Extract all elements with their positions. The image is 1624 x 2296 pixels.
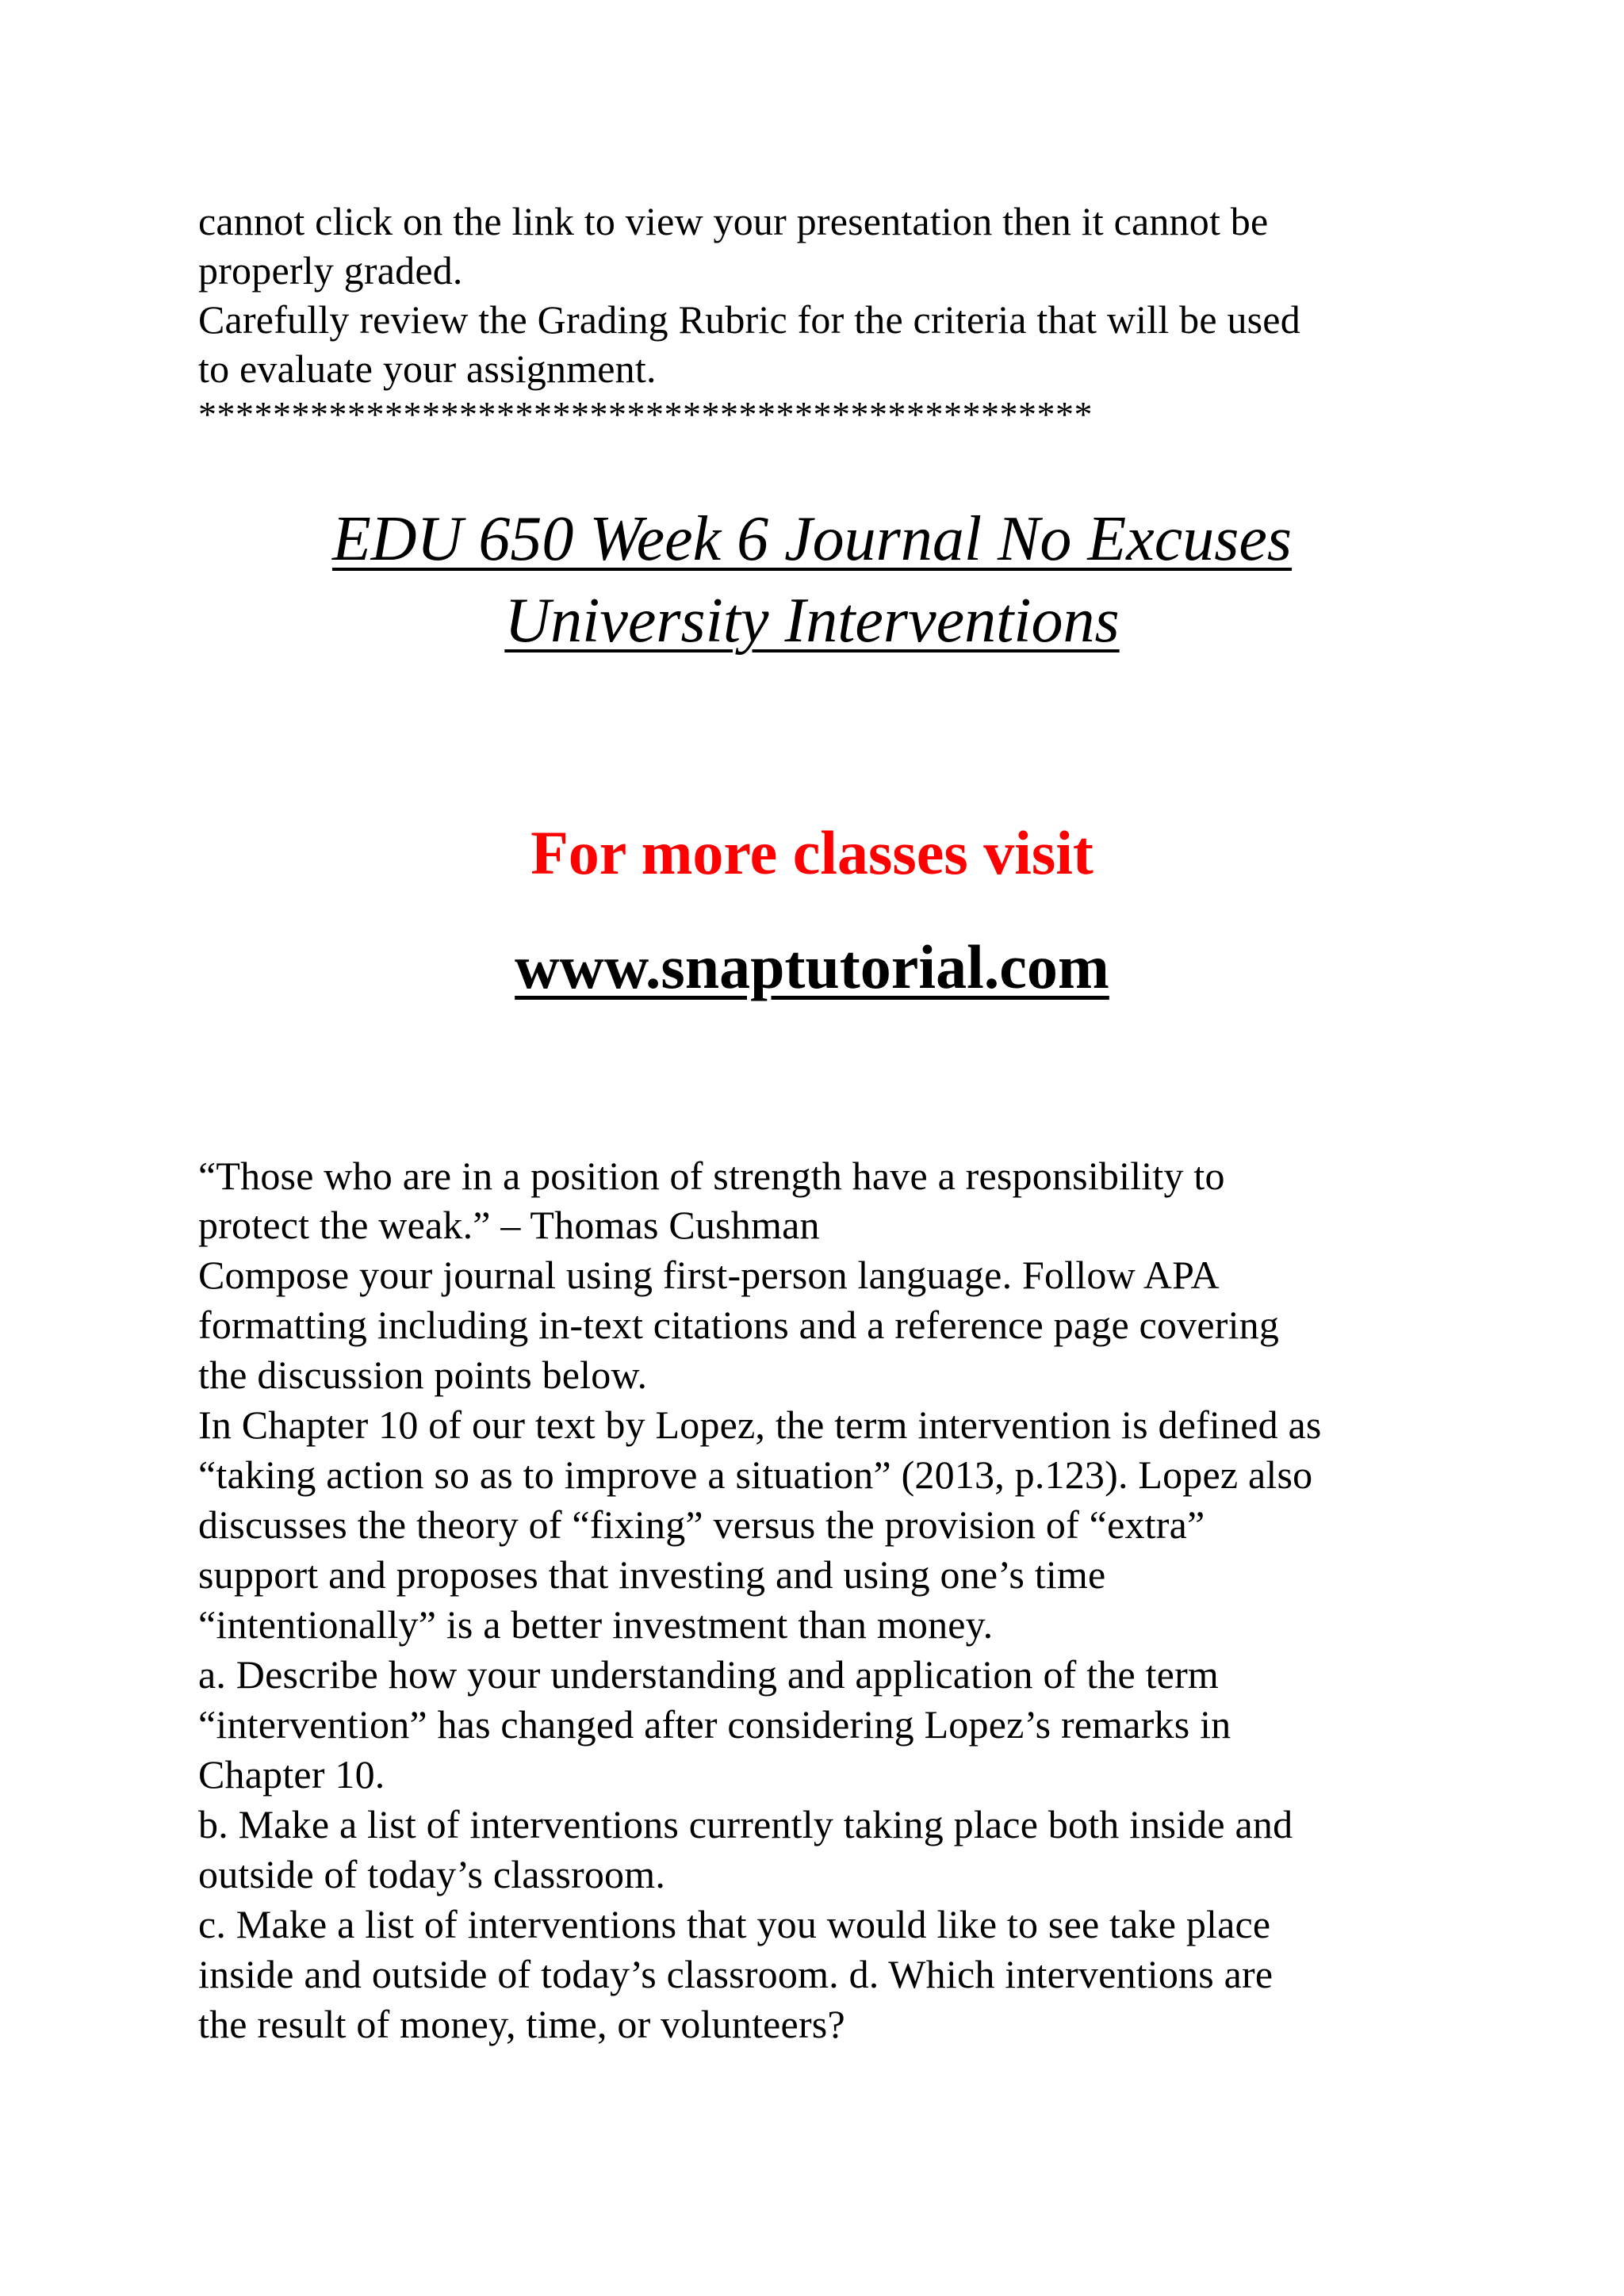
body-line: discusses the theory of “fixing” versus the provision of “extra” [198, 1502, 1205, 1547]
intro-line: cannot click on the link to view your presentation then it cannot be [198, 199, 1269, 243]
body-line: In Chapter 10 of our text by Lopez, the term intervention is defined as [198, 1402, 1322, 1447]
promo-link[interactable] [0, 929, 1624, 1005]
body-line: protect the weak.” – Thomas Cushman [198, 1203, 820, 1247]
body-line: “intentionally” is a better investment than money. [198, 1602, 994, 1647]
body-line: c. Make a list of interventions that you would like to see take place [198, 1902, 1271, 1946]
body-line: the result of money, time, or volunteers? [198, 2002, 845, 2046]
body-line: the discussion points below. [198, 1353, 648, 1397]
document-title-line-2: University Interventions [504, 586, 1120, 656]
promo-url[interactable]: www.snaptutorial.com [515, 932, 1109, 1001]
intro-line: Carefully review the Grading Rubric for the criteria that will be used [198, 297, 1300, 342]
body-line: b. Make a list of interventions currently taking place both inside and [198, 1802, 1293, 1846]
body-line: formatting including in-text citations and a reference page covering [198, 1303, 1280, 1347]
intro-line: to evaluate your assignment. [198, 346, 657, 391]
body-line: a. Describe how your understanding and application of the term [198, 1652, 1220, 1697]
body-line: outside of today’s classroom. [198, 1852, 666, 1896]
intro-line: properly graded. [198, 248, 463, 293]
body-line: inside and outside of today’s classroom. d. Which interventions are [198, 1952, 1274, 1996]
body-line: “intervention” has changed after considering Lopez’s remarks in [198, 1702, 1231, 1747]
body-line: “Those who are in a position of strength have a responsibility to [198, 1154, 1225, 1198]
promo-text: For more classes visit [530, 818, 1094, 887]
body-line: Compose your journal using first-person language. Follow APA [198, 1253, 1220, 1297]
body-line: Chapter 10. [198, 1752, 385, 1797]
body-line: support and proposes that investing and using one’s time [198, 1552, 1106, 1597]
body-line: “taking action so as to improve a situation” (2013, p.123). Lopez also [198, 1452, 1313, 1497]
separator: ************************************************ [198, 394, 1093, 434]
document-title-line-1: EDU 650 Week 6 Journal No Excuses [331, 504, 1293, 574]
